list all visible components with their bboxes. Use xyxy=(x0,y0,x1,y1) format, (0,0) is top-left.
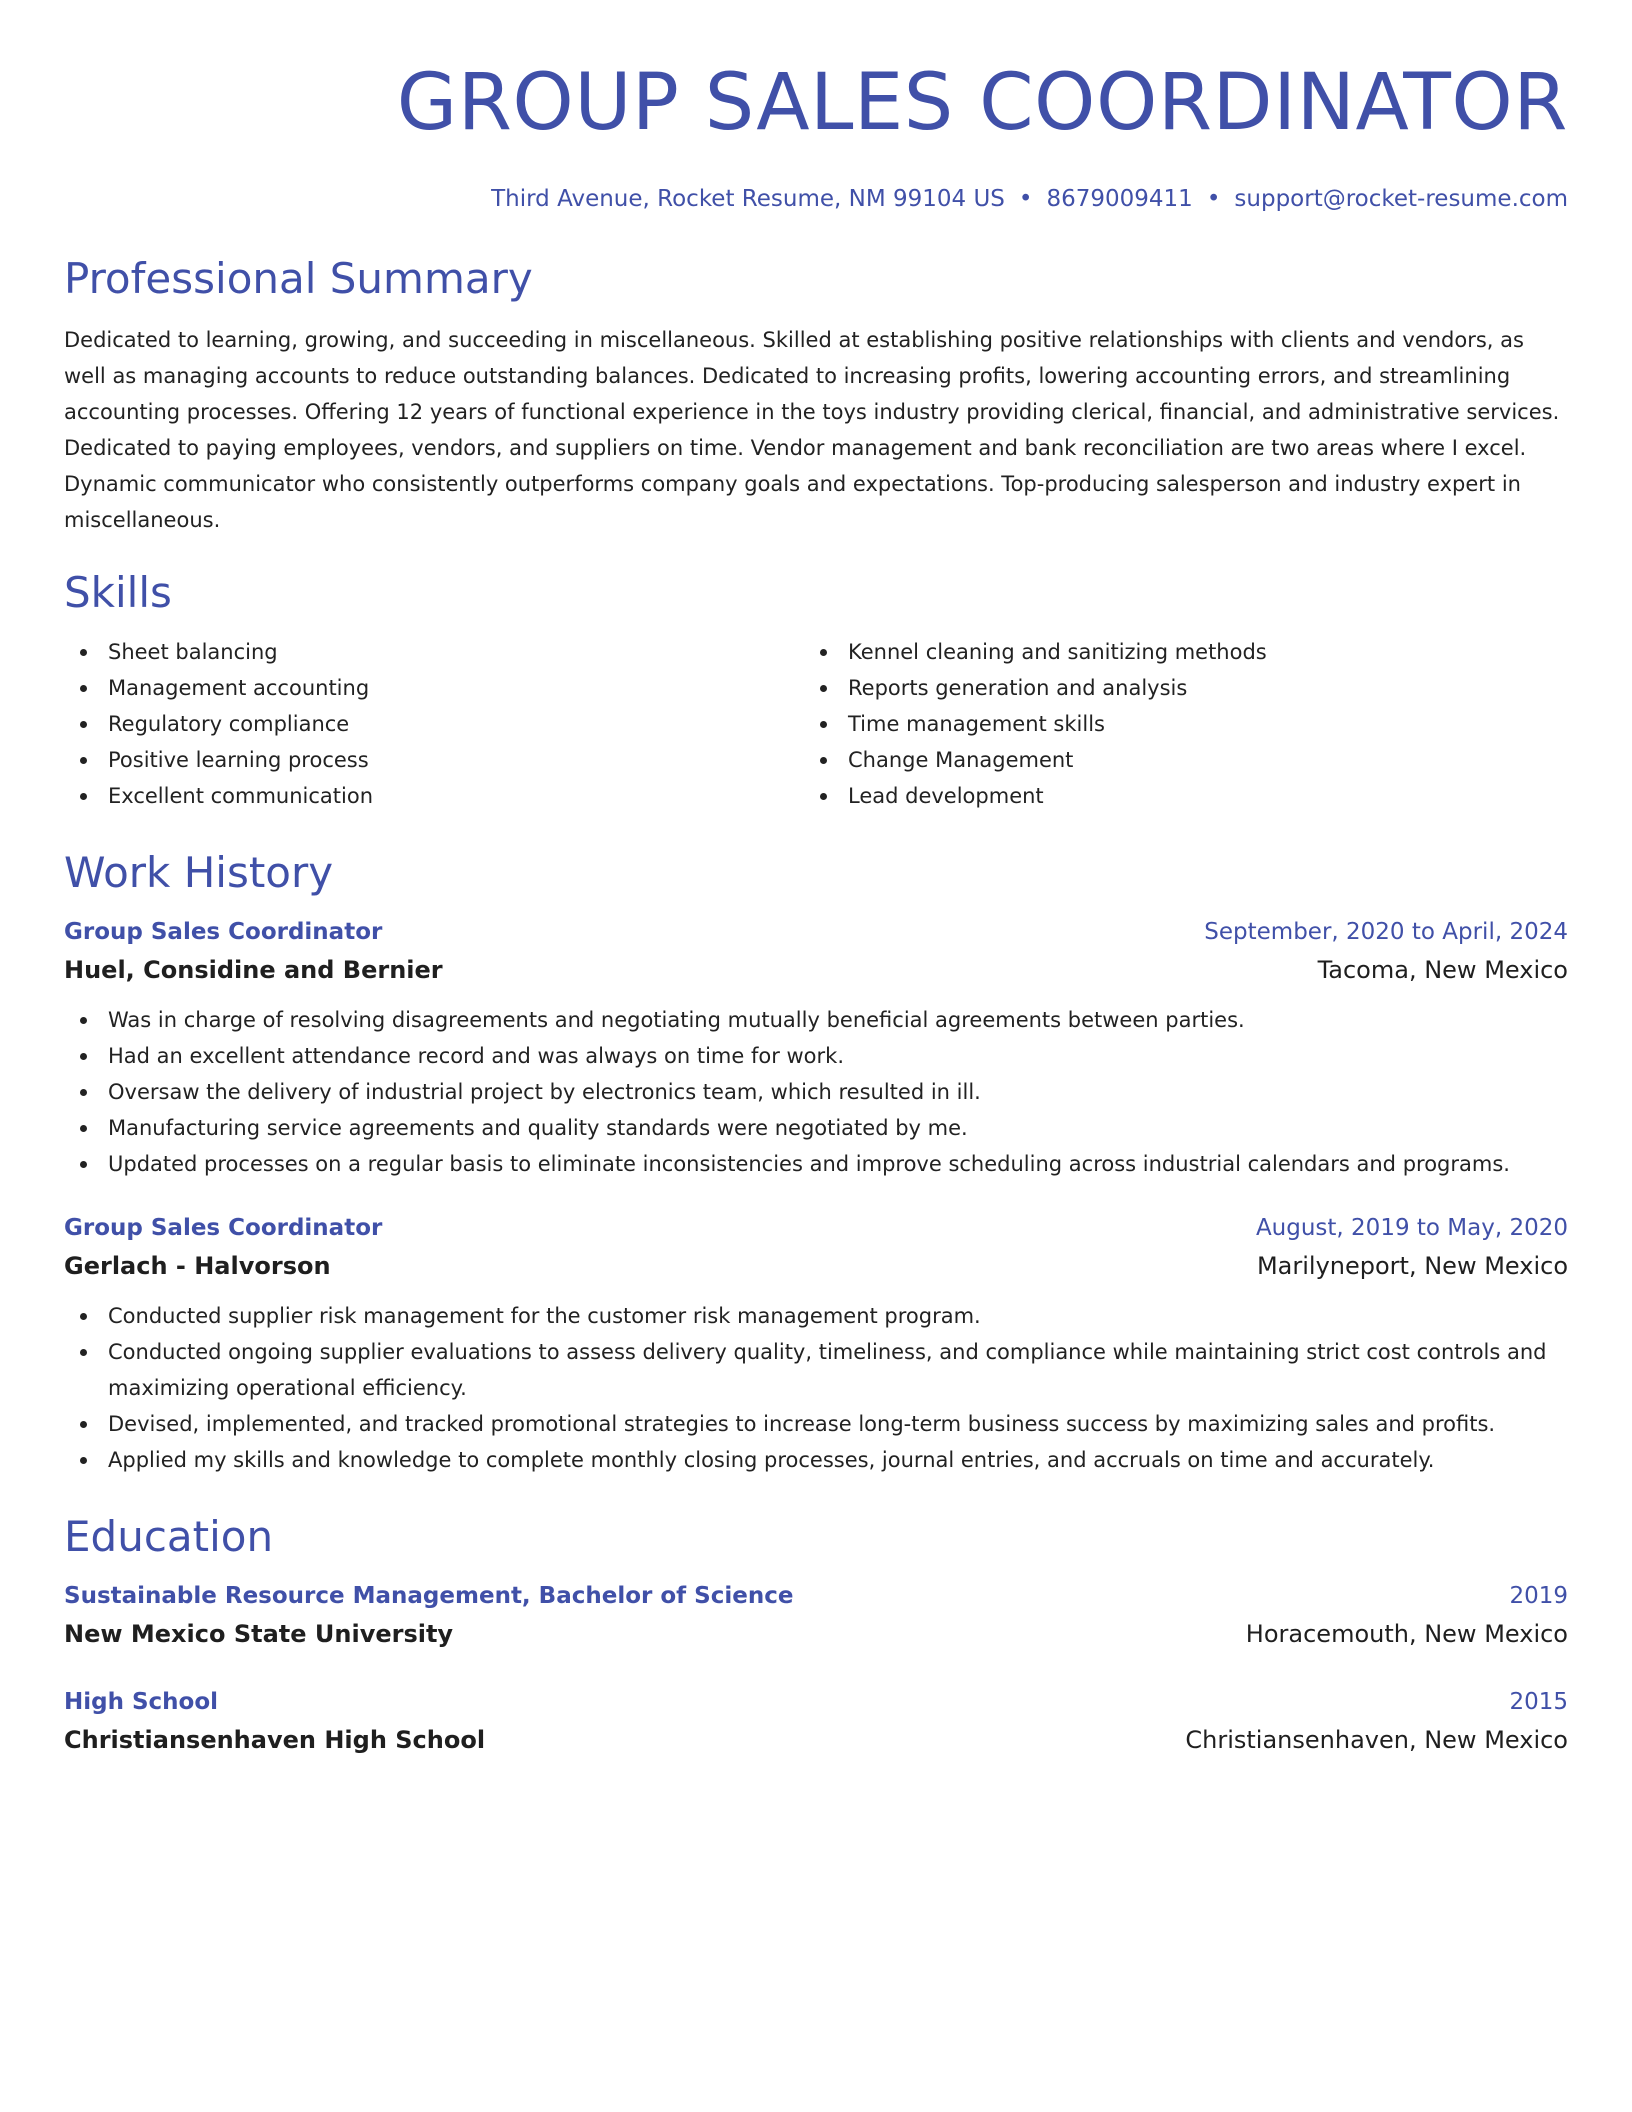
job-location: Marilyneport, New Mexico xyxy=(1256,1252,1568,1280)
skills-list xyxy=(64,634,1568,814)
education-year: 2019 xyxy=(1509,1583,1568,1609)
job-bullet: Was in charge of resolving disagreements and negotiating mutually beneficial agreements between parties. xyxy=(64,1002,1568,1038)
job-title: Group Sales Coordinator xyxy=(64,919,383,945)
skill-item: Positive learning process xyxy=(64,742,804,778)
job-header xyxy=(64,1212,1568,1244)
job-title: Group Sales Coordinator xyxy=(64,1215,383,1241)
contact-separator: • xyxy=(1206,186,1221,212)
job-bullet: Oversaw the delivery of industrial project by electronics team, which resulted in ill. xyxy=(64,1074,1568,1110)
education-degree: Sustainable Resource Management, Bachelor of Science xyxy=(64,1583,794,1609)
job-entry xyxy=(64,916,1568,1182)
skill-item: Change Management xyxy=(804,742,1544,778)
job-bullet: Conducted ongoing supplier evaluations to assess delivery quality, timeliness, and compliance while maintaining strict cost controls and maximizing operational efficiency. xyxy=(64,1334,1568,1406)
education-header xyxy=(64,1686,1568,1718)
job-bullet: Had an excellent attendance record and was always on time for work. xyxy=(64,1038,1568,1074)
education-location: Christiansenhaven, New Mexico xyxy=(1185,1726,1568,1754)
education-school-row xyxy=(64,1618,1568,1650)
contact-email[interactable]: support@rocket-resume.com xyxy=(1234,186,1568,212)
job-bullet: Applied my skills and knowledge to complete monthly closing processes, journal entries, and accruals on time and accurately. xyxy=(64,1442,1568,1478)
skill-item: Regulatory compliance xyxy=(64,706,804,742)
skill-item: Excellent communication xyxy=(64,778,804,814)
education-header xyxy=(64,1580,1568,1612)
skill-item: Time management skills xyxy=(804,706,1544,742)
work-history-heading: Work History xyxy=(64,848,334,897)
summary-heading: Professional Summary xyxy=(64,254,533,303)
skill-item: Kennel cleaning and sanitizing methods xyxy=(804,634,1544,670)
work-history-section xyxy=(64,848,1568,1478)
job-company: Huel, Considine and Bernier xyxy=(64,956,443,984)
education-entry xyxy=(64,1580,1568,1650)
education-school: New Mexico State University xyxy=(64,1620,454,1648)
contact-separator: • xyxy=(1018,186,1033,212)
skill-item: Management accounting xyxy=(64,670,804,706)
education-heading: Education xyxy=(64,1512,274,1561)
education-school-row xyxy=(64,1724,1568,1756)
education-school: Christiansenhaven High School xyxy=(64,1726,486,1754)
job-dates: August, 2019 to May, 2020 xyxy=(1255,1215,1568,1241)
contact-phone: 8679009411 xyxy=(1046,186,1193,212)
skill-item: Lead development xyxy=(804,778,1544,814)
job-bullet: Manufacturing service agreements and quality standards were negotiated by me. xyxy=(64,1110,1568,1146)
job-company: Gerlach - Halvorson xyxy=(64,1252,331,1280)
education-entry xyxy=(64,1686,1568,1756)
summary-section xyxy=(64,254,1568,538)
job-bullet: Updated processes on a regular basis to eliminate inconsistencies and improve scheduling across industrial calendars and programs. xyxy=(64,1146,1568,1182)
skill-item: Sheet balancing xyxy=(64,634,804,670)
job-location: Tacoma, New Mexico xyxy=(1317,956,1568,984)
skills-column-left xyxy=(64,634,804,814)
resume-title: GROUP SALES COORDINATOR xyxy=(396,58,1568,148)
job-bullets xyxy=(64,1298,1568,1478)
job-company-row xyxy=(64,954,1568,986)
job-header xyxy=(64,916,1568,948)
contact-line xyxy=(64,184,1568,214)
skills-heading: Skills xyxy=(64,568,172,617)
job-dates: September, 2020 to April, 2024 xyxy=(1204,919,1568,945)
education-section xyxy=(64,1512,1568,1756)
skills-column-right xyxy=(804,634,1544,814)
education-location: Horacemouth, New Mexico xyxy=(1245,1620,1568,1648)
job-bullets xyxy=(64,1002,1568,1182)
job-bullet: Conducted supplier risk management for the customer risk management program. xyxy=(64,1298,1568,1334)
skills-section xyxy=(64,568,1568,814)
education-year: 2015 xyxy=(1509,1689,1568,1715)
summary-text: Dedicated to learning, growing, and succeeding in miscellaneous. Skilled at establishing positive relationships with clients and vendors, as well as managing accounts to reduce outstanding balances. Dedicated to increasing profits, lowering accounting errors, and streamlining accounting processes. Offering 12 years of functional experience in the toys industry providing clerical, financial, and administrative services. Dedicated to paying employees, vendors, and suppliers on time. Vendor management and bank reconciliation are two areas where I excel. Dynamic communicator who consistently outperforms company goals and expectations. Top-producing salesperson and industry expert in miscellaneous. xyxy=(64,328,1560,532)
job-bullet: Devised, implemented, and tracked promotional strategies to increase long-term business success by maximizing sales and profits. xyxy=(64,1406,1568,1442)
education-degree: High School xyxy=(64,1689,219,1715)
job-entry xyxy=(64,1212,1568,1478)
skill-item: Reports generation and analysis xyxy=(804,670,1544,706)
contact-address: Third Avenue, Rocket Resume, NM 99104 US xyxy=(491,186,1005,212)
job-company-row xyxy=(64,1250,1568,1282)
